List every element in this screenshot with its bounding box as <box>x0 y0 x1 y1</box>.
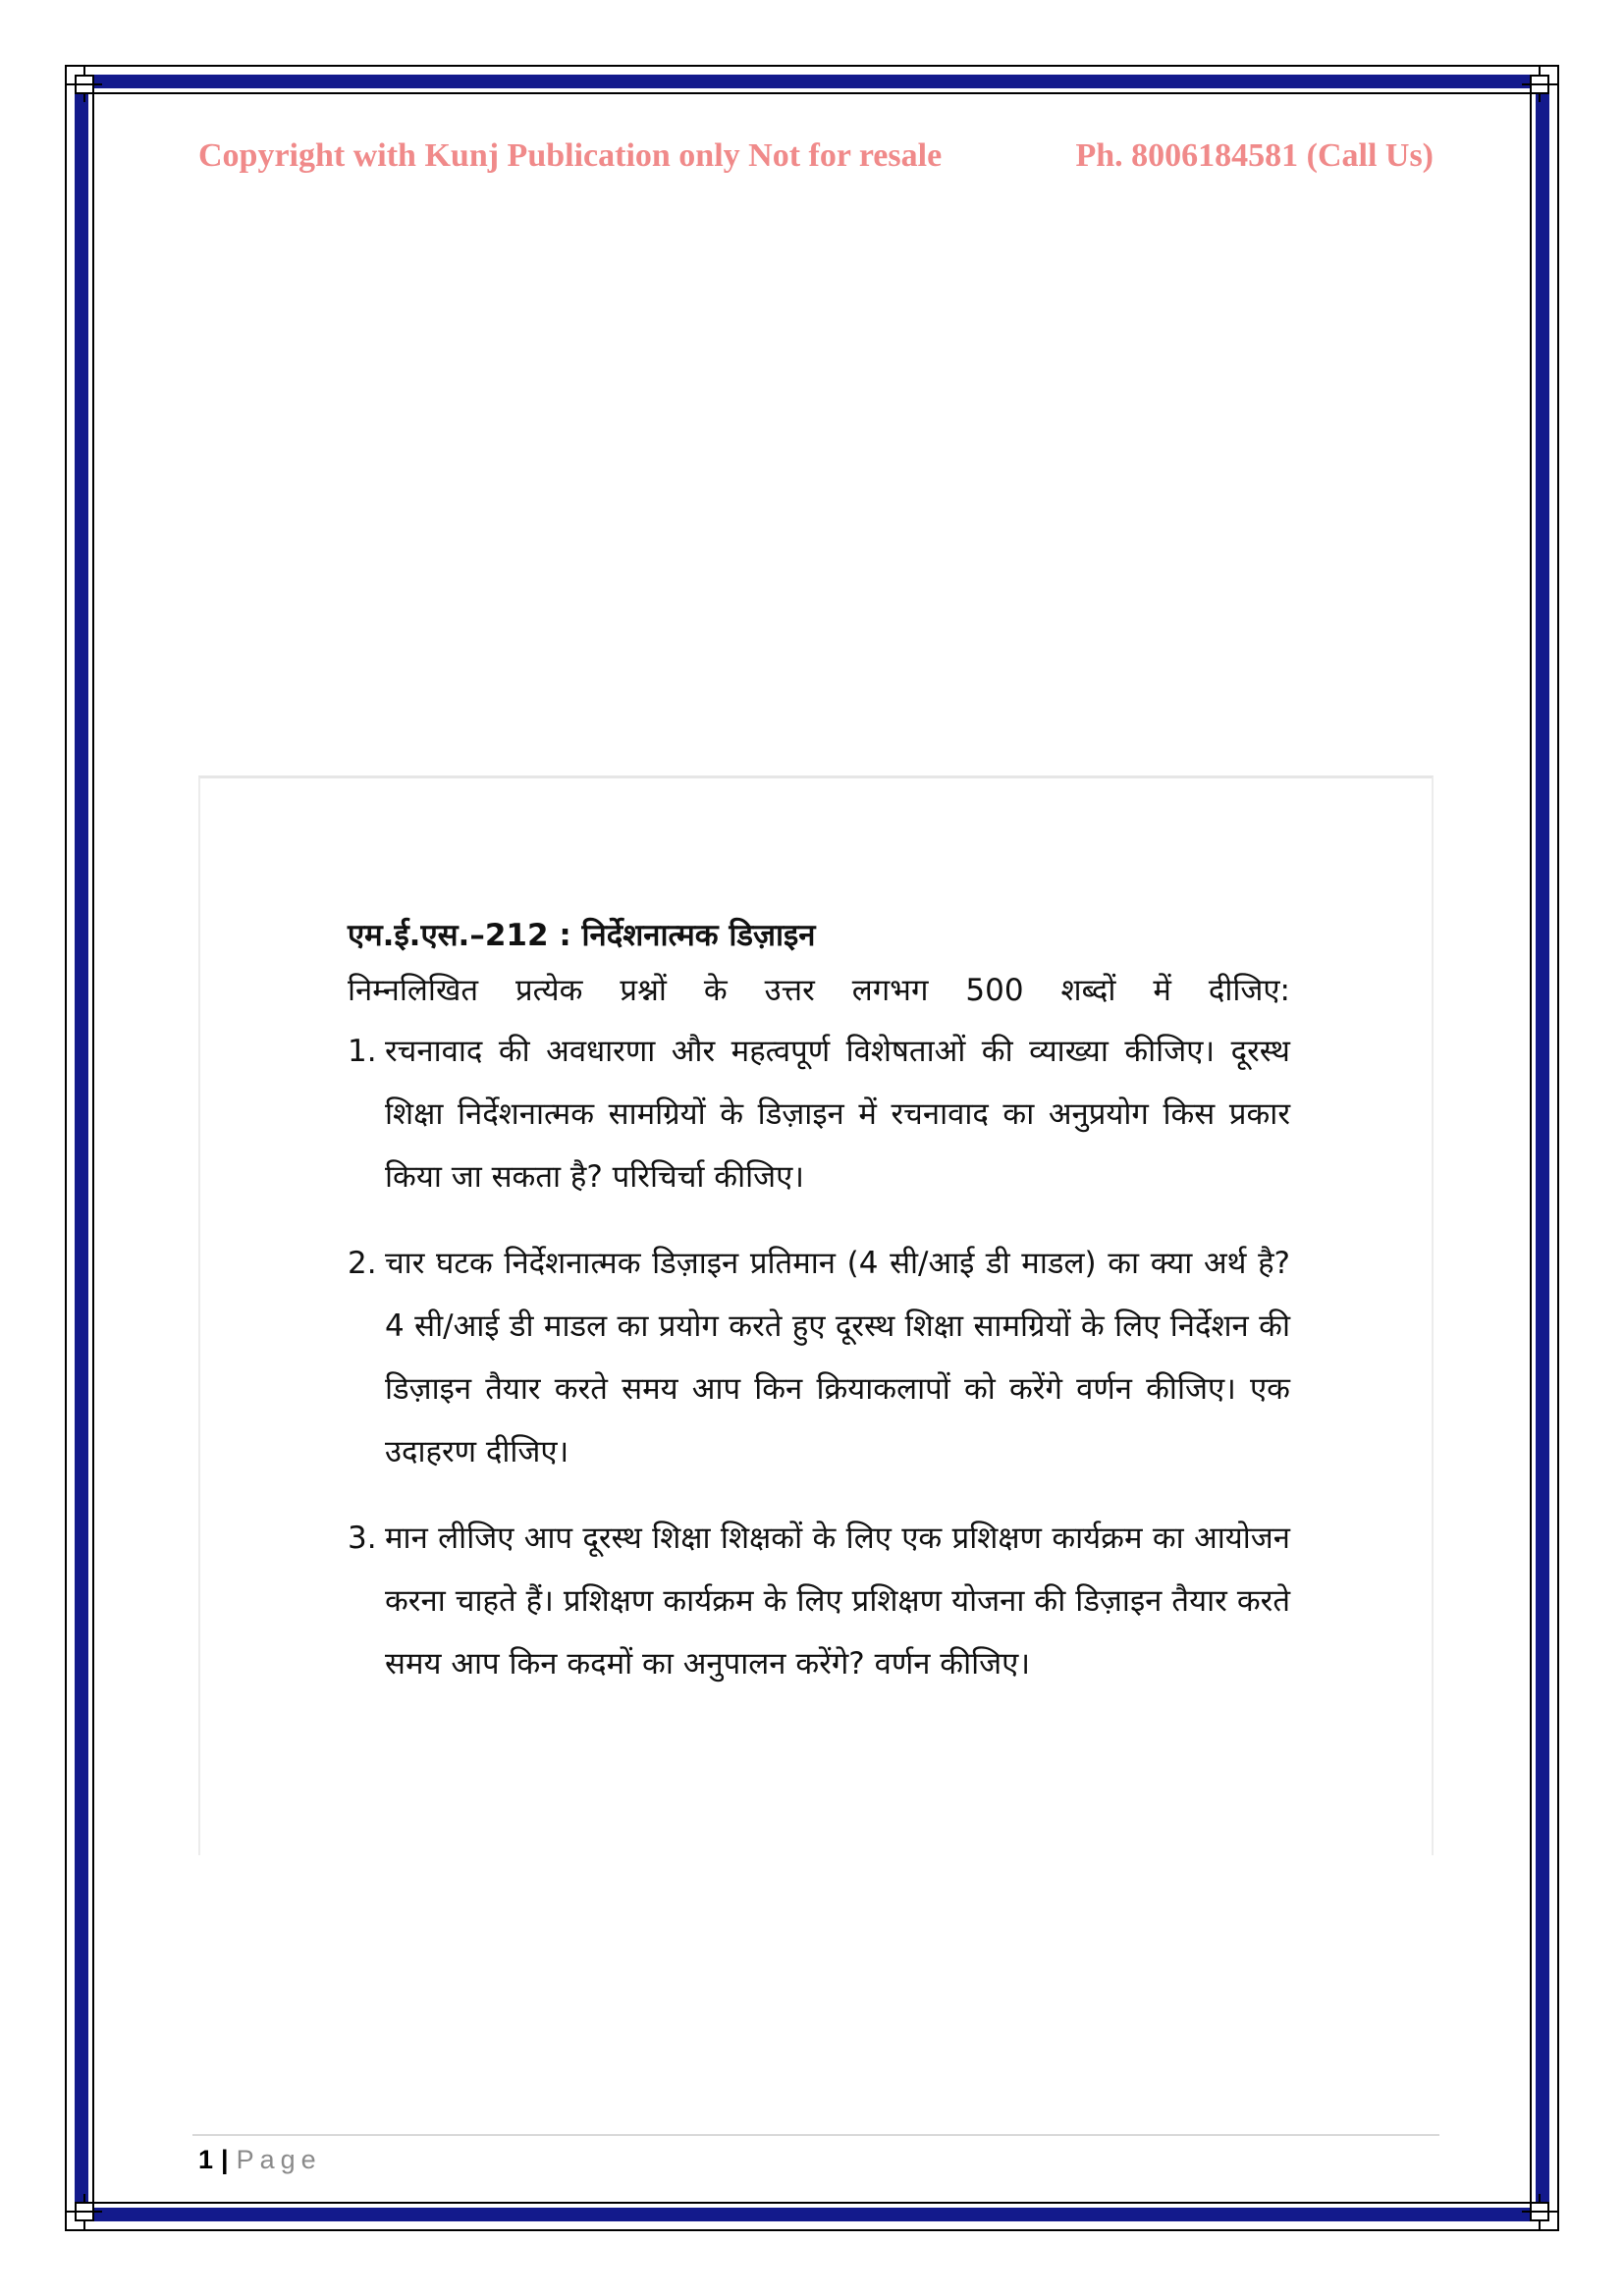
question-item <box>348 1232 1290 1483</box>
corner-ornament-icon <box>1522 2194 1557 2229</box>
copyright-notice: Copyright with Kunj Publication only Not for resale <box>198 137 943 174</box>
page-footer <box>198 2142 322 2177</box>
question-text: रचनावाद की अवधारणा और महत्वपूर्ण विशेषताओं की व्याख्या कीजिए। दूरस्थ शिक्षा निर्देशनात्मक सामग्रियों के डिज़ाइन में रचनावाद का अनुप्रयोग किस प्रकार किया जा सकता है? परिचिर्चा कीजिए। <box>385 1034 1290 1195</box>
page-number: 1 <box>198 2145 214 2174</box>
question-paper-card <box>198 775 1434 1855</box>
question-number: 2. <box>348 1246 377 1281</box>
page-header <box>198 137 1434 175</box>
question-item <box>348 1507 1290 1695</box>
question-text: मान लीजिए आप दूरस्थ शिक्षा शिक्षकों के लिए एक प्रशिक्षण कार्यक्रम का आयोजन करना चाहते हैं। प्रशिक्षण कार्यक्रम के लिए प्रशिक्षण योजना की डिज़ाइन तैयार करते समय आप किन कदमों का अनुपालन करेंगे? वर्णन कीजिए। <box>385 1521 1290 1682</box>
page-label: Page <box>236 2145 322 2174</box>
footer-separator: | <box>221 2145 229 2174</box>
question-text: चार घटक निर्देशनात्मक डिज़ाइन प्रतिमान (4 सी/आई डी माडल) का क्या अर्थ है? 4 सी/आई डी माडल का प्रयोग करते हुए दूरस्थ शिक्षा सामग्रियों के लिए निर्देशन की डिज़ाइन तैयार करते समय आप किन क्रियाकलापों को करेंगे वर्णन कीजिए। एक उदाहरण दीजिए। <box>385 1246 1290 1469</box>
corner-ornament-icon <box>67 67 102 102</box>
corner-ornament-icon <box>1522 67 1557 102</box>
question-number: 3. <box>348 1521 377 1556</box>
contact-phone: Ph. 8006184581 (Call Us) <box>1075 137 1434 174</box>
question-paper-content <box>348 916 1290 1719</box>
question-number: 1. <box>348 1034 377 1069</box>
corner-ornament-icon <box>67 2194 102 2229</box>
course-title: एम.ई.एस.–212 : निर्देशनात्मक डिज़ाइन <box>348 918 816 953</box>
question-item <box>348 1020 1290 1208</box>
footer-divider <box>192 2134 1439 2136</box>
instruction-text: निम्नलिखित प्रत्येक प्रश्नों के उत्तर लगभग 500 शब्दों में दीजिए: <box>348 973 1290 1008</box>
